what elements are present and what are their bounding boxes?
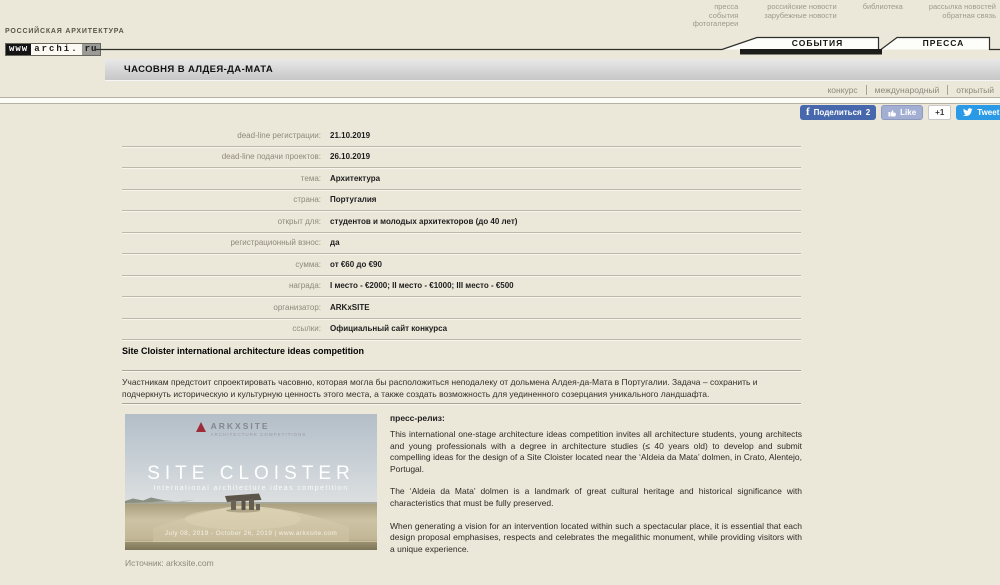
row-label: страна: <box>293 195 321 205</box>
press-release-paragraph: This international one-stage architecture ideas competition invites all architecture students, young architects and young professionals with a degree in architecture studies (≤ 40 years old) to develop and submit compelling ideas for the design of a Site Cloister located near the ‘Aldeia da Mata’ dolmen, in Crato, Alentejo, Portugal. <box>390 429 802 474</box>
top-menu-col-library <box>863 3 903 28</box>
page-title: ЧАСОВНЯ В АЛДЕЯ-ДА-МАТА <box>124 64 274 75</box>
divider-line <box>122 403 801 404</box>
menu-link-fotogalerei[interactable]: фотогалереи <box>692 19 739 28</box>
like-label: Like <box>900 108 917 117</box>
table-row <box>122 233 801 255</box>
table-row <box>122 276 801 298</box>
divider-band <box>0 97 1000 104</box>
row-label: организатор: <box>273 302 321 312</box>
menu-link-russian-news[interactable]: российские новости <box>767 2 837 11</box>
article-intro: Участникам предстоит спроектировать часовню, которая могла бы расположиться неподалеку от дольмена Алдея-да-Мата в Португалии. Задача – сохранить и подчеркнуть историческую и культурную ценность этого места, а также создать возможность для уединенного созерцания уникального ландшафта. <box>122 377 758 399</box>
competition-filters <box>827 85 994 95</box>
plus-one-label: +1 <box>935 108 945 117</box>
row-value: Архитектура <box>330 173 381 183</box>
row-label: награда: <box>288 281 321 291</box>
competition-poster-image <box>125 414 377 550</box>
press-release-label: пресс-релиз: <box>390 413 445 423</box>
facebook-share-label: Поделиться <box>813 108 862 117</box>
press-release <box>390 413 802 566</box>
twitter-bird-icon <box>962 108 973 117</box>
row-label: dead-line регистрации: <box>237 130 321 140</box>
row-label: сумма: <box>295 259 321 269</box>
filter-konkurs[interactable]: конкурс <box>827 85 858 95</box>
row-value: студентов и молодых архитекторов (до 40 лет) <box>330 216 518 226</box>
poster-brand <box>125 421 377 437</box>
row-value: 26.10.2019 <box>330 152 371 162</box>
row-value: да <box>330 238 340 248</box>
menu-link-pressa[interactable]: пресса <box>714 2 739 11</box>
row-label: ссылки: <box>292 324 321 334</box>
top-menu-col-contact <box>929 3 996 28</box>
menu-link-newsletter[interactable]: рассылка новостей <box>928 2 996 11</box>
divider-line <box>122 370 801 371</box>
competition-details-table <box>122 125 801 340</box>
source-link[interactable]: arkxsite.com <box>166 558 214 568</box>
table-row <box>122 254 801 276</box>
tweet-label: Tweet <box>977 108 1000 117</box>
logo-ru-segment: ru <box>82 44 101 55</box>
logo-www-segment: www <box>6 44 31 55</box>
google-plus-one-button[interactable] <box>928 105 951 120</box>
official-site-link[interactable]: Официальный сайт конкурса <box>330 324 448 334</box>
poster-brand-subtitle: ARCHITECTURE COMPETITIONS <box>210 432 307 437</box>
article-heading: Site Cloister international architecture ideas competition <box>122 346 365 356</box>
top-menu <box>693 3 996 28</box>
tab-press[interactable]: ПРЕССА <box>922 38 965 48</box>
row-value: 21.10.2019 <box>330 130 371 140</box>
image-source-caption <box>125 558 377 568</box>
thumb-up-icon <box>888 108 897 117</box>
site-brand-tagline: РОССИЙСКАЯ АРХИТЕКТУРА <box>5 28 125 35</box>
table-row <box>122 125 801 147</box>
poster-title: SITE CLOISTER <box>147 463 355 484</box>
top-menu-col-news <box>764 3 836 28</box>
row-value: ARKxSITE <box>330 302 370 312</box>
row-value: I место - €2000; II место - €1000; III место - €500 <box>330 281 514 291</box>
page-title-bar <box>105 59 1000 81</box>
poster-dates: July 08, 2019 - October 26, 2019 | www.arkxsite.com <box>164 530 338 537</box>
row-label: регистрационный взнос: <box>230 238 321 248</box>
facebook-share-button[interactable] <box>800 105 876 120</box>
table-row <box>122 297 801 319</box>
tab-events[interactable]: СОБЫТИЯ <box>791 38 844 48</box>
filter-mezhdunarodny[interactable]: международный <box>866 85 940 95</box>
social-buttons-row <box>800 105 1000 120</box>
arkxsite-triangle-logo-icon <box>196 422 206 432</box>
press-release-paragraph: The ‘Aldeia da Mata’ dolmen is a landmark of great cultural heritage and historical significance with characteristics that must be fully preserved. <box>390 486 802 508</box>
top-menu-col-press <box>693 3 739 28</box>
poster-brand-name: ARKXSITE <box>210 421 270 431</box>
tweet-button[interactable] <box>956 105 1000 120</box>
menu-link-library[interactable]: библиотека <box>862 2 903 11</box>
table-row <box>122 168 801 190</box>
facebook-like-button[interactable] <box>881 105 923 120</box>
row-label: тема: <box>300 173 321 183</box>
competition-poster-figure <box>125 414 377 568</box>
facebook-share-count: 2 <box>865 108 871 117</box>
table-row <box>122 147 801 169</box>
row-label: dead-line подачи проектов: <box>221 152 321 162</box>
source-label: Источник: <box>125 558 164 568</box>
table-row <box>122 190 801 212</box>
facebook-icon: f <box>806 106 810 118</box>
row-label: открыт для: <box>277 216 321 226</box>
row-value: от €60 до €90 <box>330 259 382 269</box>
filter-otkryty[interactable]: открытый <box>947 85 994 95</box>
menu-link-feedback[interactable]: обратная связь <box>942 10 996 20</box>
row-value: Португалия <box>330 195 377 205</box>
logo-archi-segment: archi. <box>34 44 79 54</box>
press-release-paragraph: When generating a vision for an intervention located within such a spectacular place, it is essential that each design proposal emphasises, respects and celebrates the megalithic monument, while providing visitors with a unique experience. <box>390 520 802 554</box>
table-row <box>122 211 801 233</box>
poster-subtitle: International architecture ideas competition <box>153 485 349 492</box>
menu-link-sobytiya[interactable]: события <box>708 10 739 20</box>
menu-link-foreign-news[interactable]: зарубежные новости <box>764 10 837 20</box>
table-row <box>122 319 801 341</box>
